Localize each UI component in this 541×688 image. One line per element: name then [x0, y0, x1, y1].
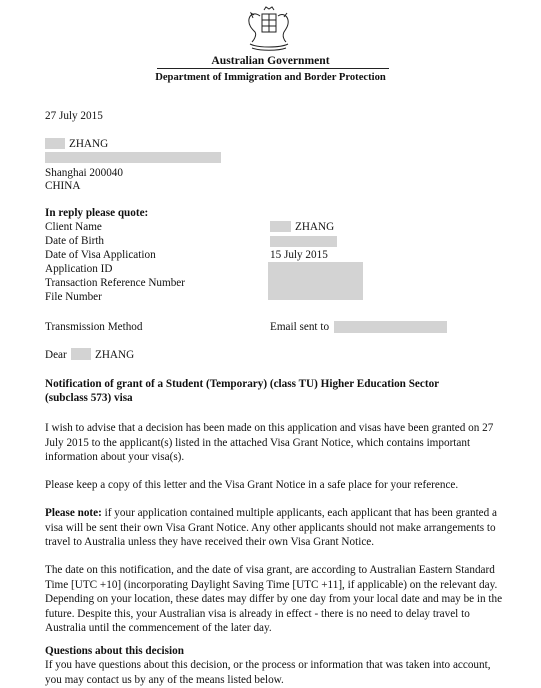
header-rule [157, 68, 389, 69]
dob-label: Date of Birth [45, 235, 105, 247]
questions-heading: Questions about this decision [45, 645, 184, 657]
subject-line-1: Notification of grant of a Student (Temporary) (class TU) Higher Education Sector [45, 378, 440, 390]
paragraph-dates: The date on this notification, and the date of visa grant, are according to Australian Eastern Standard Time [UTC +10] (incorporating Daylight Saving Time [UTC +11], if applicable) on the relevant day. Depending on your location, these dates may differ by one day from your local date and may be in the future. Despite this, your Australian visa is already in effect - there is no need to delay travel to Australia until the commencement of the later day. [45, 564, 503, 635]
note-text: if your application contained multiple applicants, each applicant that has been granted a visa will be sent their own Visa Grant Notice. Any other applicants should not make arrangements to travel to Australia unless they have received their own Visa Grant Notice. [45, 507, 498, 549]
letter-date: 27 July 2015 [45, 110, 103, 122]
client-name-value: ZHANG [295, 221, 335, 233]
government-name: Australian Government [211, 54, 330, 67]
redacted-reference-numbers [268, 262, 363, 300]
redacted-salutation-given-name [71, 348, 91, 360]
redacted-email [334, 321, 447, 333]
subject-line-2: (subclass 573) visa [45, 392, 133, 404]
paragraph-decision: I wish to advise that a decision has been made on this application and visas have been granted on 27 July 2015 to the applicant(s) listed in the attached Visa Grant Notice, which contains important information about your visa(s). [45, 422, 494, 464]
redacted-client-given-name [270, 221, 291, 232]
file-number-label: File Number [45, 291, 102, 303]
note-label: Please note: [45, 507, 102, 519]
visa-app-date-label: Date of Visa Application [45, 249, 156, 261]
reply-quote-heading: In reply please quote: [45, 207, 149, 219]
salutation-dear: Dear [45, 349, 67, 361]
paragraph-questions: If you have questions about this decision, or the process or information that was taken into account, you may contact us by any of the means listed below. [45, 659, 491, 686]
paragraph-note [45, 506, 507, 550]
paragraph-keep-copy: Please keep a copy of this letter and the Visa Grant Notice in a safe place for your reference. [45, 479, 459, 491]
address-country: CHINA [45, 180, 81, 192]
transmission-value: Email sent to [270, 321, 330, 333]
department-name: Department of Immigration and Border Protection [155, 72, 386, 83]
client-name-label: Client Name [45, 221, 102, 233]
redacted-dob [270, 236, 337, 247]
address-city: Shanghai 200040 [45, 167, 123, 179]
recipient-surname: ZHANG [69, 138, 109, 150]
coat-of-arms-icon [240, 4, 298, 54]
salutation-surname: ZHANG [95, 349, 135, 361]
trn-label: Transaction Reference Number [45, 277, 186, 289]
visa-app-date-value: 15 July 2015 [270, 249, 328, 261]
redacted-address [45, 152, 221, 163]
application-id-label: Application ID [45, 263, 113, 275]
transmission-label: Transmission Method [45, 321, 143, 333]
redacted-given-name [45, 138, 65, 149]
